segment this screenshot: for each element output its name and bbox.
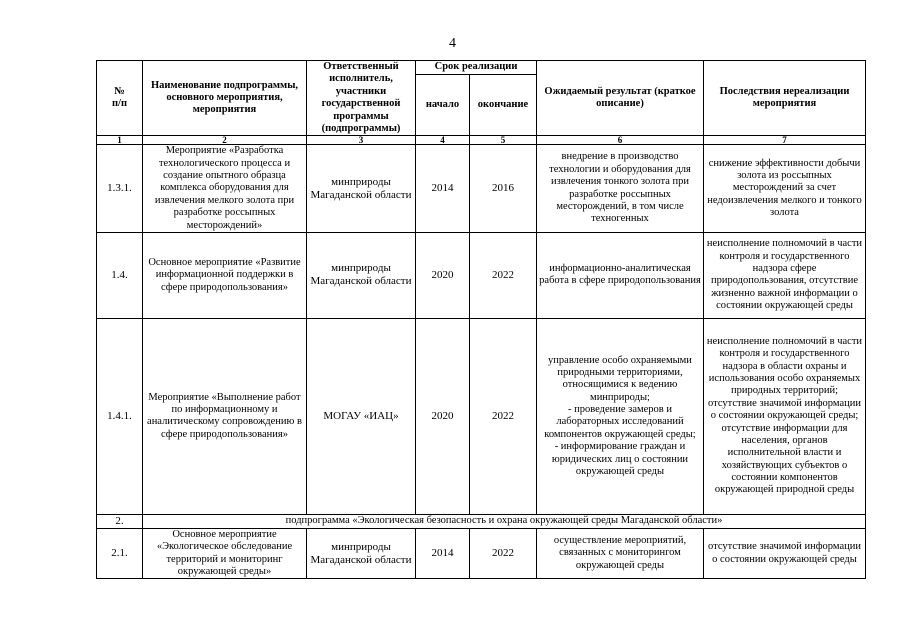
row-number: 1.3.1. xyxy=(97,145,143,233)
header-start: начало xyxy=(416,74,470,136)
non-implementation-consequences: снижение эффективности добычи золота из россыпных месторождений за счет недоизвлечения мелкого и тонкого золота xyxy=(704,145,866,233)
expected-result: управление особо охраняемыми природными территориями, относящимися к ведению минприроды; - проведение замеров и лабораторных исследований компонентов окружающей среды; - информирование граждан и юридических лиц о состоянии окружающей среды xyxy=(537,318,704,514)
table-row xyxy=(97,145,866,233)
measure-name: Основное мероприятие «Экологическое обследование территорий и мониторинг окружающей среды» xyxy=(143,528,307,579)
header-result: Ожидаемый результат (краткое описание) xyxy=(537,61,704,136)
column-number: 6 xyxy=(537,136,704,145)
page-number: 4 xyxy=(449,36,456,51)
non-implementation-consequences: неисполнение полномочий в части контроля и государственного надзора в области охраны и использования особо охраняемых природных территорий; отсутствие значимой информации о состоянии окружающей среды; отсутствие информации для населения, органов исполнительной власти и хозяйствующих субъектов о состоянии компонентов окружающей природной среды xyxy=(704,318,866,514)
expected-result: осуществление мероприятий, связанных с мониторингом окружающей среды xyxy=(537,528,704,579)
header-name: Наименование подпрограммы, основного мероприятия, мероприятия xyxy=(143,61,307,136)
measure-name: Основное мероприятие «Развитие информационной поддержки в сфере природопользования» xyxy=(143,232,307,318)
start-year: 2014 xyxy=(416,528,470,579)
non-implementation-consequences: неисполнение полномочий в части контроля и государственного надзора сфере природопользования, отсутствие жизненно важной информации о состоянии окружающей среды xyxy=(704,232,866,318)
header-no: № п/п xyxy=(97,61,143,136)
header-end: окончание xyxy=(470,74,537,136)
column-number: 5 xyxy=(470,136,537,145)
header-consequences: Последствия нереализации мероприятия xyxy=(704,61,866,136)
subprogram-row xyxy=(97,514,866,528)
table-row xyxy=(97,528,866,579)
start-year: 2014 xyxy=(416,145,470,233)
table-row xyxy=(97,318,866,514)
responsible-executor: МОГАУ «ИАЦ» xyxy=(307,318,416,514)
end-year: 2022 xyxy=(470,232,537,318)
row-number: 1.4.1. xyxy=(97,318,143,514)
responsible-executor: минприроды Магаданской области xyxy=(307,528,416,579)
row-number: 1.4. xyxy=(97,232,143,318)
column-number: 7 xyxy=(704,136,866,145)
table-row xyxy=(97,232,866,318)
row-number: 2. xyxy=(97,514,143,528)
row-number: 2.1. xyxy=(97,528,143,579)
header-responsible: Ответственный исполнитель, участники государственной программы (подпрограммы) xyxy=(307,61,416,136)
start-year: 2020 xyxy=(416,318,470,514)
subprogram-title: подпрограмма «Экологическая безопасность и охрана окружающей среды Магаданской области» xyxy=(143,514,866,528)
measure-name: Мероприятие «Разработка технологического процесса и создание опытного образца комплекса оборудования для извлечения мелкого золота при разработке россыпных месторождений» xyxy=(143,145,307,233)
expected-result: информационно-аналитическая работа в сфере природопользования xyxy=(537,232,704,318)
responsible-executor: минприроды Магаданской области xyxy=(307,145,416,233)
end-year: 2016 xyxy=(470,145,537,233)
column-number: 3 xyxy=(307,136,416,145)
measure-name: Мероприятие «Выполнение работ по информационному и аналитическому сопровождению в сфере природопользования» xyxy=(143,318,307,514)
column-number: 1 xyxy=(97,136,143,145)
header-period: Срок реализации xyxy=(416,61,537,75)
responsible-executor: минприроды Магаданской области xyxy=(307,232,416,318)
non-implementation-consequences: отсутствие значимой информации о состоянии окружающей среды xyxy=(704,528,866,579)
column-number: 2 xyxy=(143,136,307,145)
start-year: 2020 xyxy=(416,232,470,318)
end-year: 2022 xyxy=(470,318,537,514)
expected-result: внедрение в производство технологии и оборудования для извлечения тонкого золота при разработке россыпных месторождений, в том числе техногенных xyxy=(537,145,704,233)
column-number: 4 xyxy=(416,136,470,145)
measures-table xyxy=(96,60,866,579)
end-year: 2022 xyxy=(470,528,537,579)
